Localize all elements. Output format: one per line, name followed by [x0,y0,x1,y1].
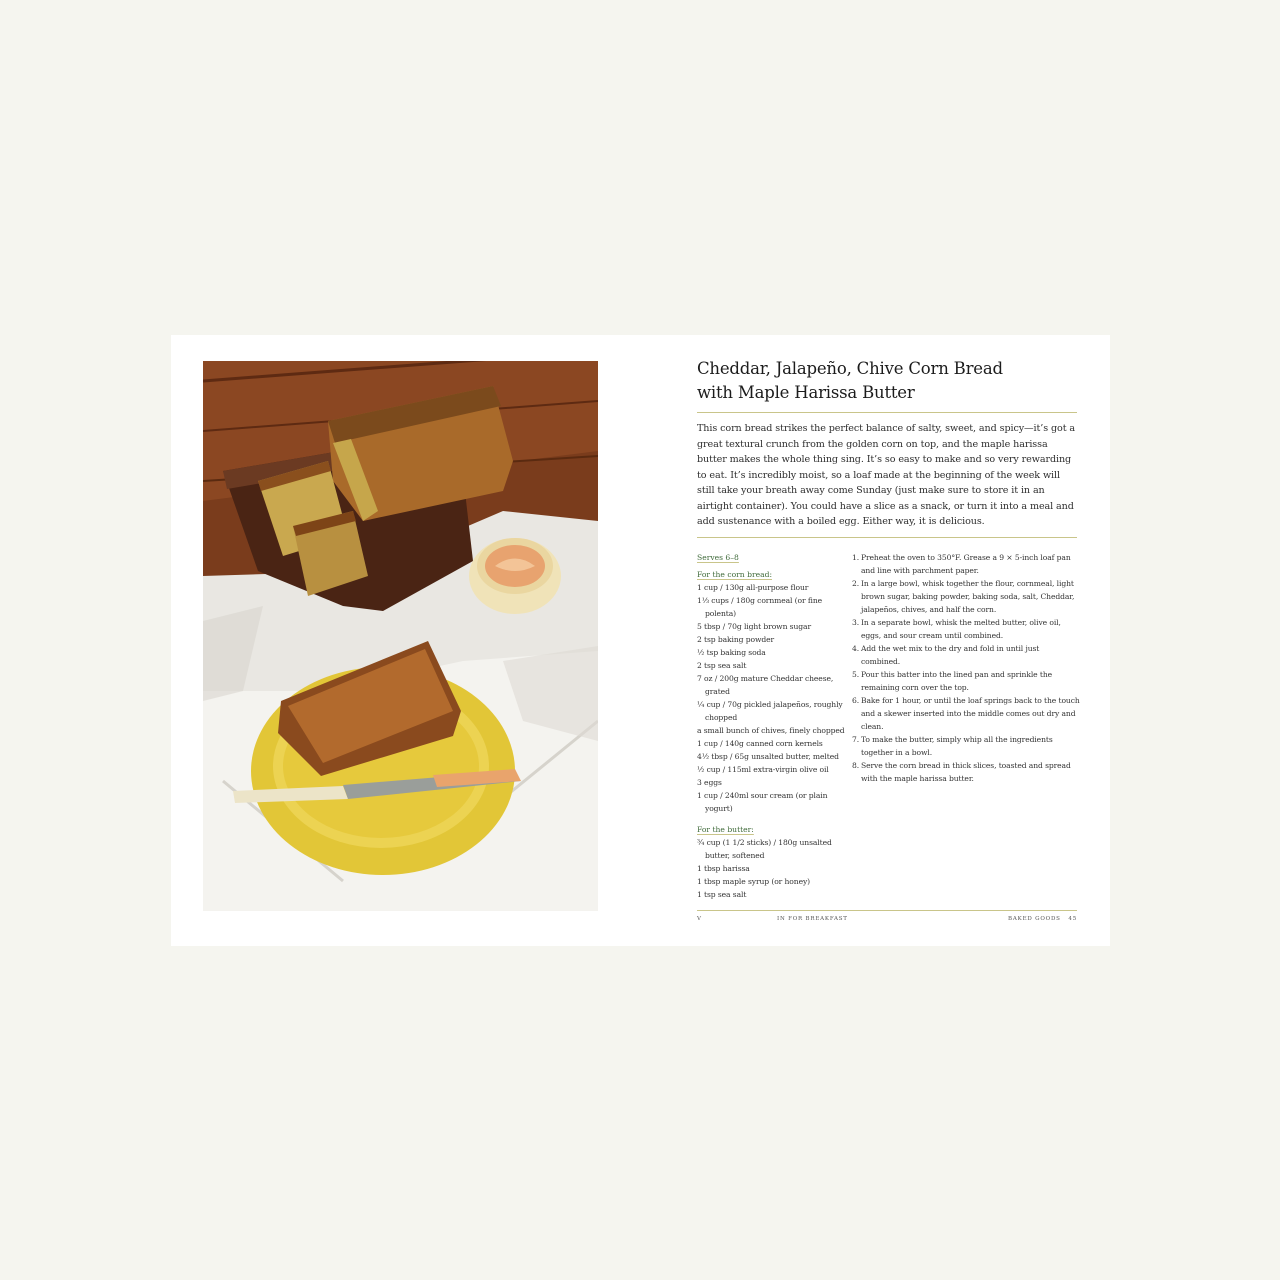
footer-section-page [1008,916,1077,922]
method-step: 3. In a separate bowl, whisk the melted butter, olive oil, eggs, and sour cream until combined. [852,617,1061,640]
method-step: 7. To make the butter, simply whip all the ingredients together in a bowl. [852,734,1053,757]
ingredient-item: 2 tsp sea salt [697,660,747,670]
method-step: 8. Serve the corn bread in thick slices, toasted and spread with the maple harissa butter. [852,760,1071,783]
corn-bread-heading: For the corn bread: [697,569,773,579]
page-number: 45 [1068,916,1077,922]
footer-marker: V [697,916,702,922]
recipe-intro: This corn bread strikes the perfect balance of salty, sweet, and spicy—it’s got a great textural crunch from the golden corn on top, and the maple harissa butter makes the whole thing sing. It’s so easy to make and so very rewarding to eat. It’s incredibly moist, so a loaf made at the beginning of the week will still take your breath away come Sunday (just make sure to store it in an airtight container). You could have a slice as a snack, or turn it into a meal and add sustenance with a boiled egg. Either way, it is delicious. [697,423,1076,527]
butter-heading: For the butter: [697,824,754,834]
ingredient-item: a small bunch of chives, finely chopped [697,725,845,735]
book-spread [171,335,1110,946]
method-step-text: Serve the corn bread in thick slices, toasted and spread with the maple harissa butter. [861,760,1071,783]
method-step: 1. Preheat the oven to 350°F. Grease a 9 × 5-inch loaf pan and line with parchment paper. [852,552,1071,575]
method-step-text: In a large bowl, whisk together the flour, cornmeal, light brown sugar, baking powder, baking soda, salt, Cheddar, jalapeños, chives, and half the corn. [861,578,1075,614]
method-step-text: In a separate bowl, whisk the melted butter, olive oil, eggs, and sour cream until combined. [861,617,1061,640]
ingredient-item: 1 cup / 130g all-purpose flour [697,582,809,592]
corn-bread-photo [203,361,598,911]
ingredients-column [697,551,847,901]
method-step-text: Pour this batter into the lined pan and sprinkle the remaining corn over the top. [861,669,1053,692]
footer-divider [697,910,1077,911]
ingredient-item: 1 cup / 240ml sour cream (or plain yogurt) [697,790,828,813]
ingredient-item: ¼ cup / 70g pickled jalapeños, roughly chopped [697,699,843,722]
recipe-title-line-2: with Maple Harissa Butter [697,383,915,402]
ingredient-item: 4½ tbsp / 65g unsalted butter, melted [697,751,839,761]
recipe-page [697,357,1080,903]
method-step-text: Preheat the oven to 350°F. Grease a 9 × 5-inch loaf pan and line with parchment paper. [861,552,1071,575]
ingredient-item: 1 tsp sea salt [697,889,747,899]
method-step-text: Bake for 1 hour, or until the loaf springs back to the touch and a skewer inserted into the middle comes out dry and clean. [861,695,1080,731]
intro-divider [697,537,1077,538]
title-divider [697,412,1077,413]
ingredient-item: 1 tbsp harissa [697,863,750,873]
ingredient-item: 1 cup / 140g canned corn kernels [697,738,823,748]
method-step-text: Add the wet mix to the dry and fold in until just combined. [861,643,1040,666]
recipe-title [697,357,1077,405]
method-step: 6. Bake for 1 hour, or until the loaf springs back to the touch and a skewer inserted into the middle comes out dry and clean. [852,695,1080,731]
ingredient-item: 7 oz / 200g mature Cheddar cheese, grated [697,673,834,696]
footer-section: BAKED GOODS [1008,916,1061,922]
footer-book-title: IN FOR BREAKFAST [777,916,848,922]
ingredient-item: ½ cup / 115ml extra-virgin olive oil [697,764,829,774]
recipe-title-line-1: Cheddar, Jalapeño, Chive Corn Bread [697,359,1003,378]
method-steps [852,551,1080,785]
ingredient-item: 3 eggs [697,777,722,787]
recipe-body [697,551,1080,903]
method-step-text: To make the butter, simply whip all the ingredients together in a bowl. [861,734,1053,757]
ingredient-item: ½ tsp baking soda [697,647,766,657]
ingredient-item: 2 tsp baking powder [697,634,775,644]
ingredient-item: ¾ cup (1 1/2 sticks) / 180g unsalted butter, softened [697,837,832,860]
ingredient-item: 5 tbsp / 70g light brown sugar [697,621,811,631]
ingredient-item: 1⅓ cups / 180g cornmeal (or fine polenta) [697,595,823,618]
method-step: 2. In a large bowl, whisk together the flour, cornmeal, light brown sugar, baking powder, baking soda, salt, Cheddar, jalapeños, chives, and half the corn. [852,578,1075,614]
page-footer [697,916,1077,928]
ingredient-item: 1 tbsp maple syrup (or honey) [697,876,811,886]
method-step: 5. Pour this batter into the lined pan and sprinkle the remaining corn over the top. [852,669,1053,692]
method-step: 4. Add the wet mix to the dry and fold in until just combined. [852,643,1040,666]
serves-label: Serves 6–8 [697,552,739,562]
